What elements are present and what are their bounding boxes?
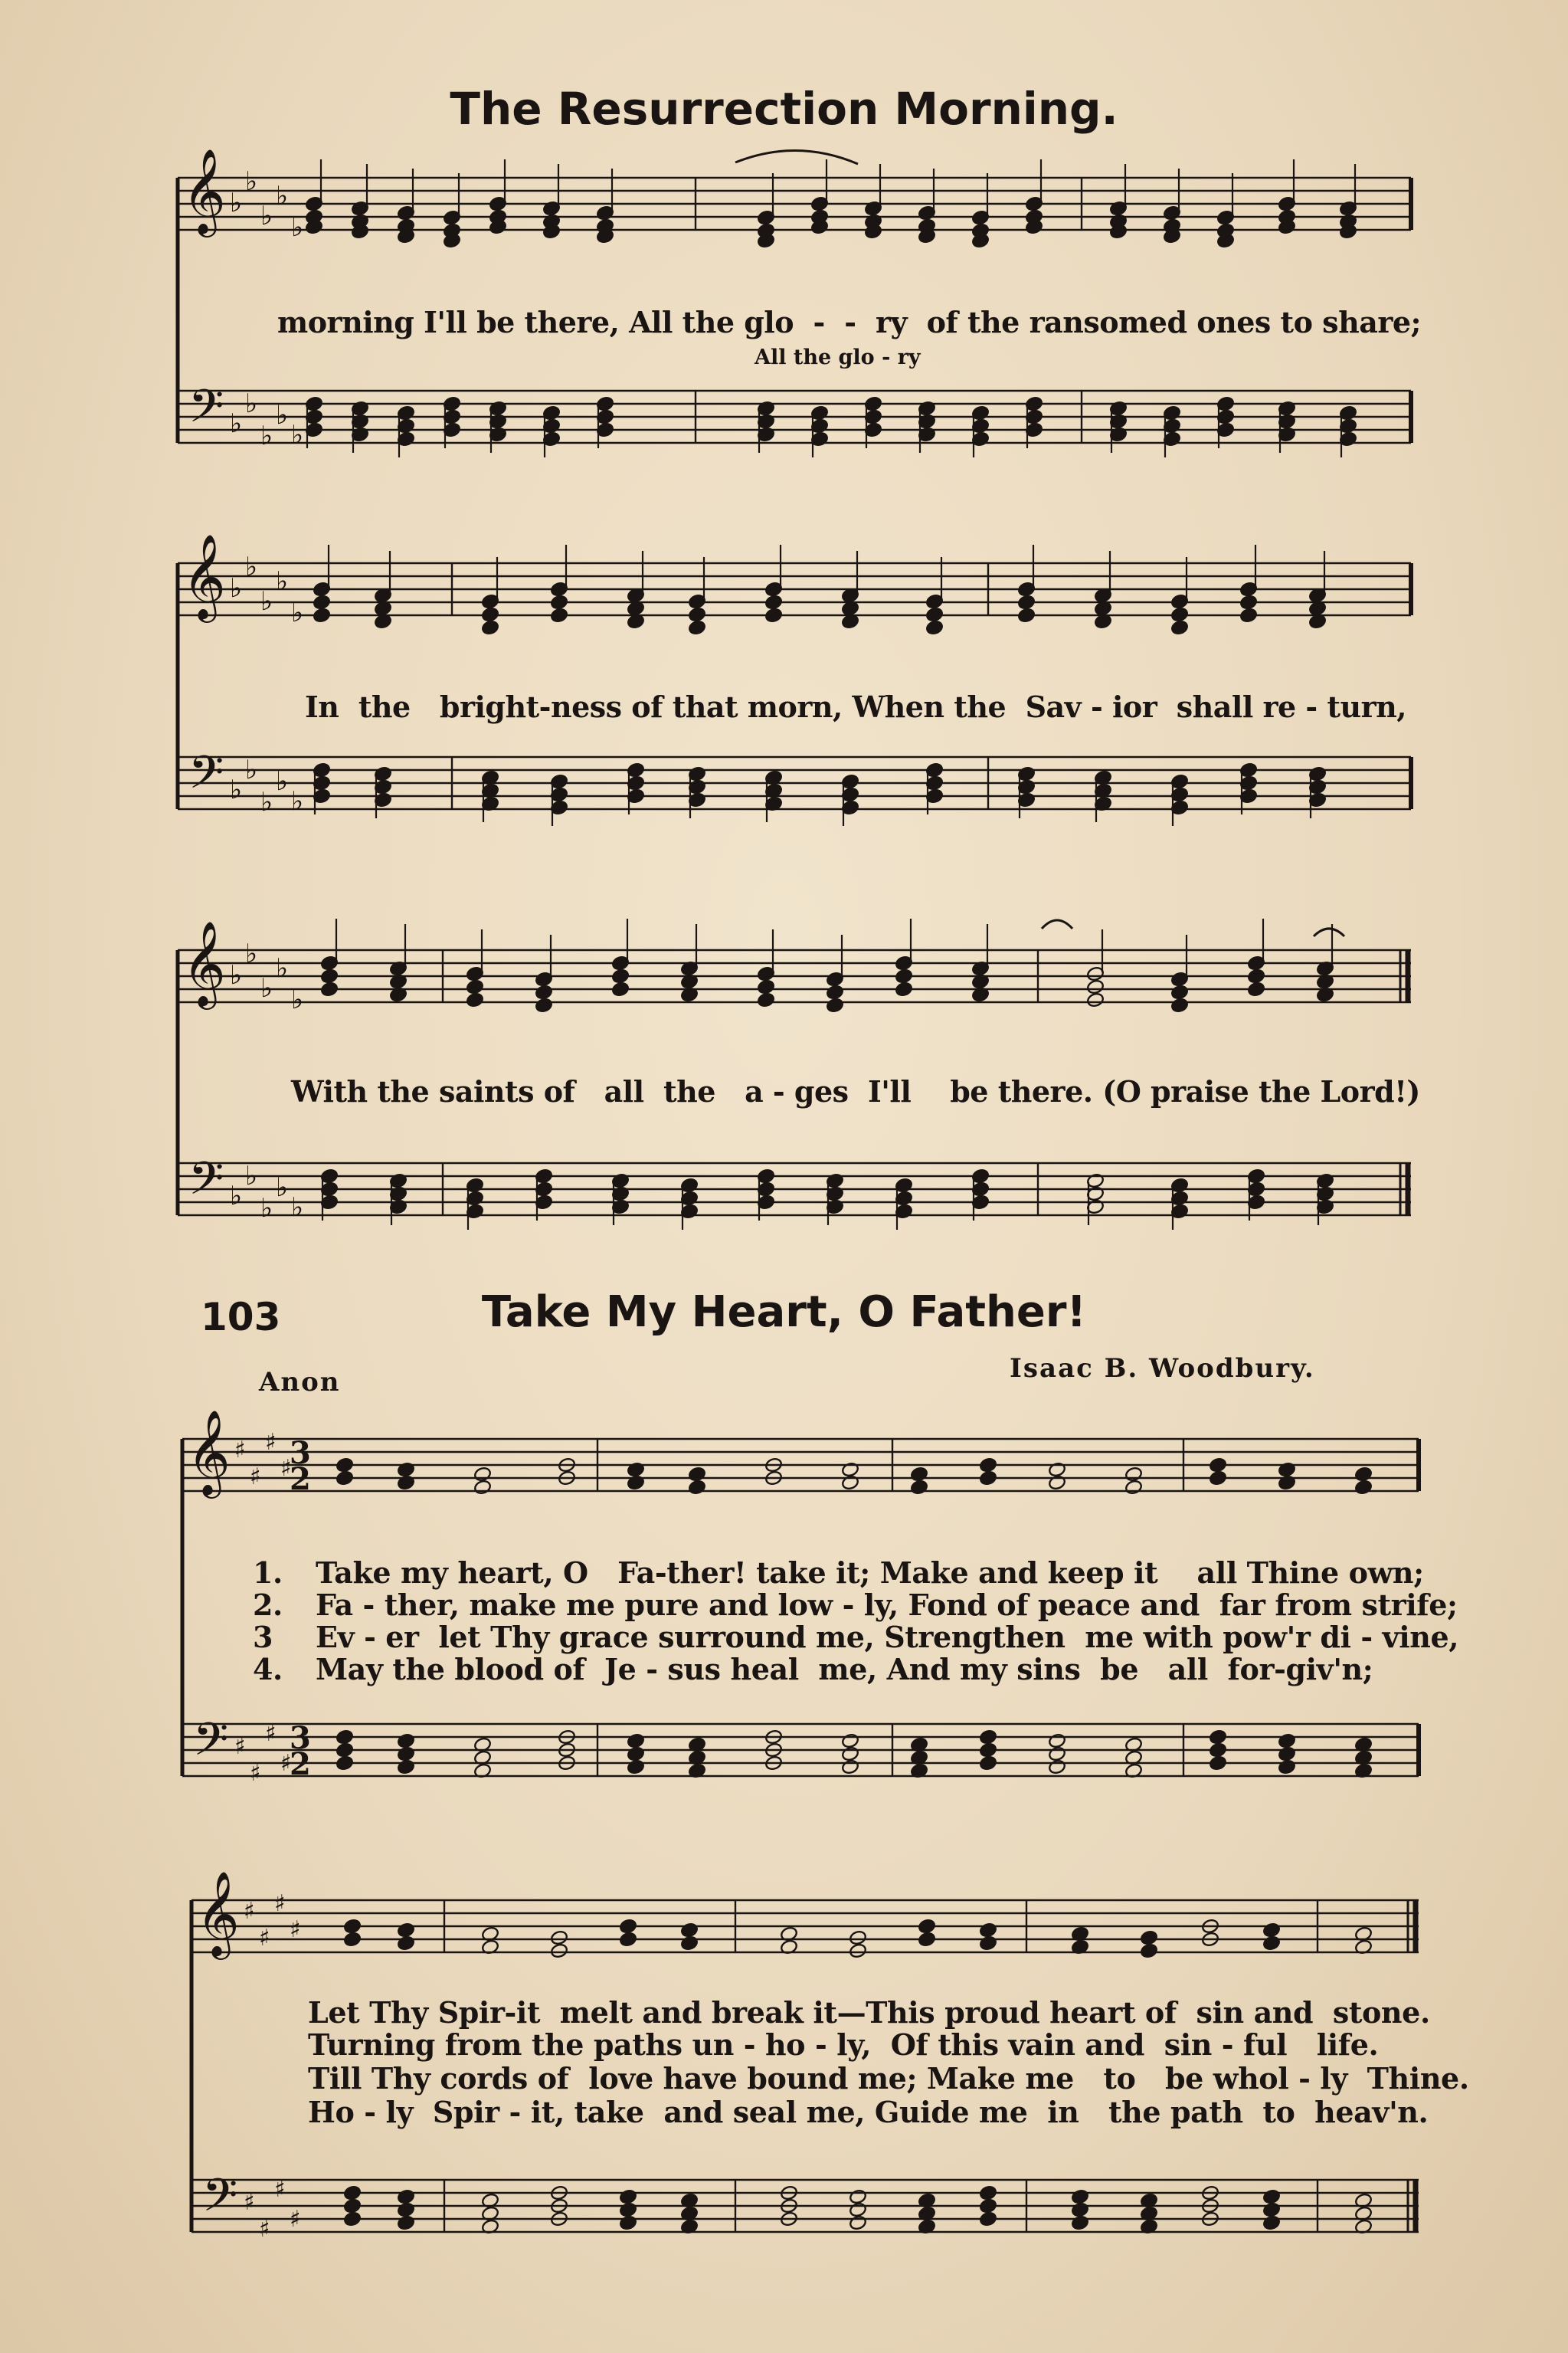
verse-number: 1. [253, 1555, 283, 1590]
chord-note [1140, 1930, 1158, 1946]
chord-note [688, 620, 706, 636]
chord-note [918, 1932, 936, 1948]
verse-2-line-1 [253, 1588, 1458, 1622]
chord-note [1354, 1480, 1373, 1496]
chord-note [1247, 982, 1265, 998]
flat-sign: ♭ [245, 166, 258, 197]
chord-note [1262, 2189, 1281, 2205]
flat-sign: ♭ [260, 787, 273, 818]
chord-note [1017, 595, 1036, 611]
chord-note [1048, 1759, 1066, 1775]
chord-note [481, 620, 499, 636]
chord-note [550, 1930, 568, 1946]
sharp-sign: ♯ [250, 1760, 261, 1787]
sharp-sign: ♯ [274, 2176, 286, 2203]
chord-note [979, 1729, 997, 1745]
chord-note [895, 982, 913, 998]
chord-note [313, 595, 331, 611]
chord-note [1209, 1755, 1227, 1771]
chord-note [627, 1462, 645, 1478]
lyrics-system-1: morning I'll be there, All the glo - - ry of the ransomed ones to share; [277, 305, 1422, 339]
chord-note [535, 998, 553, 1014]
chord-note [1354, 1467, 1373, 1483]
chord-note [757, 992, 775, 1008]
chord-note [336, 1470, 354, 1486]
time-signature-numerator: 3 [290, 1720, 311, 1756]
chord-note [397, 1475, 415, 1491]
flat-sign: ♭ [245, 755, 258, 785]
chord-note [1170, 607, 1189, 623]
alto-lyrics-system-1: All the glo - ry [755, 346, 921, 369]
chord-note [979, 2185, 997, 2201]
chord-note [1048, 1475, 1066, 1491]
chord-note [619, 2202, 637, 2218]
chord-note [1262, 2202, 1281, 2218]
flat-sign: ♭ [276, 1172, 289, 1203]
chord-note [826, 998, 844, 1014]
chord-note [1071, 2202, 1089, 2218]
sharp-sign: ♯ [250, 1463, 261, 1490]
chord-note [611, 968, 630, 985]
chord-note [336, 1742, 354, 1758]
flat-sign: ♭ [260, 586, 273, 617]
treble-clef: 𝄞 [196, 1870, 240, 1956]
chord-note [1262, 1922, 1281, 1938]
sharp-sign: ♯ [290, 1916, 301, 1943]
chord-note [1278, 1462, 1296, 1478]
chord-note [688, 1467, 706, 1483]
chord-note [1086, 979, 1105, 995]
flat-sign: ♭ [276, 566, 289, 597]
treble-clef: 𝄞 [182, 533, 226, 619]
chord-note [336, 1755, 354, 1771]
chord-note [627, 1759, 645, 1775]
chord-note [680, 1935, 699, 1952]
time-signature-denominator: 2 [290, 1746, 311, 1782]
chord-note [473, 1480, 492, 1496]
chord-note [910, 1480, 928, 1496]
chord-note [979, 1457, 997, 1473]
chord-note [841, 1759, 859, 1775]
chord-note [619, 2215, 637, 2231]
chord-note [1262, 2215, 1281, 2231]
flat-sign: ♭ [276, 953, 289, 984]
flat-sign: ♭ [260, 201, 273, 231]
treble-clef: 𝄞 [182, 920, 226, 1006]
chord-note [619, 1919, 637, 1935]
chord-note [979, 1742, 997, 1758]
flat-sign: ♭ [291, 420, 304, 451]
flat-sign: ♭ [230, 573, 243, 604]
flat-sign: ♭ [276, 400, 289, 431]
chord-note [841, 1462, 859, 1478]
chord-note [764, 608, 783, 624]
chord-note [535, 985, 553, 1001]
flat-sign: ♭ [230, 960, 243, 991]
chord-note [688, 1480, 706, 1496]
chord-note [397, 1759, 415, 1775]
chord-note [619, 2189, 637, 2205]
flat-sign: ♭ [230, 188, 243, 218]
sharp-sign: ♯ [265, 1720, 277, 1747]
flat-sign: ♭ [245, 388, 258, 419]
author-credit: Anon [259, 1367, 341, 1398]
verse-text: Fa - ther, make me pure and low - ly, Fond of peace and far from strife; [316, 1588, 1458, 1622]
flat-sign: ♭ [230, 1181, 243, 1211]
chord-note [627, 1475, 645, 1491]
verse-3-line-1 [253, 1620, 1458, 1654]
chord-note [841, 1746, 859, 1762]
sharp-sign: ♯ [259, 1925, 270, 1952]
flat-sign: ♭ [291, 598, 304, 628]
flat-sign: ♭ [245, 1161, 258, 1191]
chord-note [841, 1475, 859, 1491]
chord-note [619, 1932, 637, 1948]
verse-number: 3 [253, 1620, 273, 1654]
verse-text: Ev - er let Thy grace surround me, Strengthen me with pow'r di - vine, [316, 1620, 1459, 1654]
chord-note [1124, 1480, 1143, 1496]
chord-note [397, 1922, 415, 1938]
lyrics-system-3: With the saints of all the a - ges I'll be there. (O praise the Lord!) [291, 1074, 1420, 1109]
verse-text: May the blood of Je - sus heal me, And my sins be all for-giv'n; [316, 1652, 1373, 1686]
chord-note [343, 2198, 362, 2214]
chord-note [764, 595, 783, 611]
chord-note [1140, 1943, 1158, 1959]
flat-sign: ♭ [260, 973, 273, 1004]
sharp-sign: ♯ [234, 1733, 246, 1760]
chord-note [1048, 1462, 1066, 1478]
chord-note [320, 982, 339, 998]
verse-1-line-2: Let Thy Spir-it melt and break it—This proud heart of sin and stone. [308, 1995, 1430, 2030]
chord-note [849, 2189, 867, 2205]
chord-note [397, 1733, 415, 1749]
chord-note [343, 1932, 362, 1948]
chord-note [925, 620, 944, 636]
sharp-sign: ♯ [244, 2189, 255, 2216]
fermata [1314, 929, 1344, 936]
verse-1-line-1 [253, 1555, 1424, 1590]
chord-note [979, 2198, 997, 2214]
bass-clef: 𝄢 [188, 379, 224, 444]
chord-note [397, 2215, 415, 2231]
chord-note [1170, 998, 1189, 1014]
hymn-number: 103 [201, 1295, 281, 1339]
chord-note [1278, 1759, 1296, 1775]
bass-clef: 𝄢 [188, 746, 224, 810]
sharp-sign: ♯ [280, 1455, 292, 1482]
chord-note [1278, 1733, 1296, 1749]
chord-note [849, 1930, 867, 1946]
chord-note [1209, 1742, 1227, 1758]
flat-sign: ♭ [291, 786, 304, 817]
hymn-title-resurrection-morning: The Resurrection Morning. [450, 83, 1118, 135]
sharp-sign: ♯ [265, 1429, 277, 1456]
bass-clef: 𝄢 [193, 1712, 229, 1777]
chord-note [979, 1935, 997, 1952]
chord-note [979, 1755, 997, 1771]
chord-note [826, 985, 844, 1001]
chord-note [320, 968, 339, 985]
sharp-sign: ♯ [234, 1437, 246, 1463]
treble-clef: 𝄞 [182, 148, 226, 234]
flat-sign: ♭ [230, 775, 243, 805]
chord-note [1048, 1746, 1066, 1762]
chord-note [397, 1462, 415, 1478]
chord-note [1239, 608, 1258, 624]
composer-credit: Isaac B. Woodbury. [1010, 1353, 1315, 1384]
chord-note [550, 1943, 568, 1959]
chord-note [1071, 2215, 1089, 2231]
chord-note [397, 1935, 415, 1952]
chord-note [343, 1919, 362, 1935]
sharp-sign: ♯ [244, 1898, 255, 1925]
chord-note [849, 1943, 867, 1959]
chord-note [466, 979, 484, 995]
chord-note [1209, 1729, 1227, 1745]
verse-4-line-2: Ho - ly Spir - it, take and seal me, Guide me in the path to heav'n. [308, 2095, 1429, 2129]
verse-number: 4. [253, 1652, 283, 1686]
chord-note [481, 607, 499, 623]
chord-note [979, 1922, 997, 1938]
flat-sign: ♭ [276, 181, 289, 211]
chord-note [473, 1467, 492, 1483]
lyrics-system-2: In the bright-ness of that morn, When the Sav - ior shall re - turn, [305, 690, 1406, 724]
verse-4-line-1 [253, 1652, 1373, 1686]
bass-clef: 𝄢 [188, 1152, 224, 1216]
chord-note [1209, 1470, 1227, 1486]
chord-note [343, 2211, 362, 2227]
chord-note [336, 1729, 354, 1745]
hymn-title-take-my-heart: Take My Heart, O Father! [481, 1287, 1087, 1337]
chord-note [397, 2202, 415, 2218]
sharp-sign: ♯ [274, 1890, 286, 1917]
chord-note [627, 1746, 645, 1762]
chord-note [1247, 968, 1265, 985]
chord-note [397, 2189, 415, 2205]
chord-note [1071, 2189, 1089, 2205]
fermata [1042, 920, 1072, 929]
time-signature-numerator: 3 [290, 1435, 311, 1471]
chord-note [1086, 992, 1105, 1008]
chord-note [1124, 1467, 1143, 1483]
chord-note [757, 979, 775, 995]
verse-3-line-2: Till Thy cords of love have bound me; Make me to be whol - ly Thine. [308, 2061, 1469, 2096]
chord-note [925, 607, 944, 623]
verse-2-line-2: Turning from the paths un - ho - ly, Of this vain and sin - ful life. [308, 2027, 1379, 2062]
flat-sign: ♭ [245, 939, 258, 969]
chord-note [1017, 608, 1036, 624]
chord-note [313, 608, 331, 624]
chord-note [550, 608, 568, 624]
verse-text: Take my heart, O Fa-ther! take it; Make and keep it all Thine own; [316, 1555, 1424, 1590]
chord-note [466, 992, 484, 1008]
sharp-sign: ♯ [280, 1750, 292, 1777]
chord-note [627, 1733, 645, 1749]
chord-note [1262, 1935, 1281, 1952]
chord-note [1278, 1475, 1296, 1491]
chord-note [918, 1919, 936, 1935]
chord-note [1239, 595, 1258, 611]
chord-note [1048, 1733, 1066, 1749]
flat-sign: ♭ [230, 408, 243, 439]
chord-note [849, 2202, 867, 2218]
chord-note [680, 1922, 699, 1938]
flat-sign: ♭ [291, 1192, 304, 1223]
sharp-sign: ♯ [290, 2206, 301, 2233]
time-signature-denominator: 2 [290, 1461, 311, 1497]
chord-note [1209, 1457, 1227, 1473]
chord-note [1170, 985, 1189, 1001]
chord-note [550, 595, 568, 611]
verse-number: 2. [253, 1588, 283, 1622]
chord-note [397, 1746, 415, 1762]
flat-sign: ♭ [291, 985, 304, 1015]
chord-note [343, 2185, 362, 2201]
treble-clef: 𝄞 [187, 1409, 231, 1495]
chord-note [841, 1733, 859, 1749]
bass-clef: 𝄢 [202, 2168, 238, 2233]
chord-note [1278, 1746, 1296, 1762]
chord-note [336, 1457, 354, 1473]
chord-note [910, 1467, 928, 1483]
chord-note [688, 607, 706, 623]
flat-sign: ♭ [276, 766, 289, 797]
chord-note [979, 1470, 997, 1486]
tie [735, 150, 858, 164]
chord-note [1170, 620, 1189, 636]
flat-sign: ♭ [260, 1193, 273, 1224]
flat-sign: ♭ [245, 552, 258, 582]
chord-note [895, 968, 913, 985]
chord-note [979, 2211, 997, 2227]
flat-sign: ♭ [260, 421, 273, 451]
sharp-sign: ♯ [259, 2216, 270, 2243]
chord-note [849, 2215, 867, 2231]
chord-note [611, 982, 630, 998]
flat-sign: ♭ [291, 212, 304, 243]
